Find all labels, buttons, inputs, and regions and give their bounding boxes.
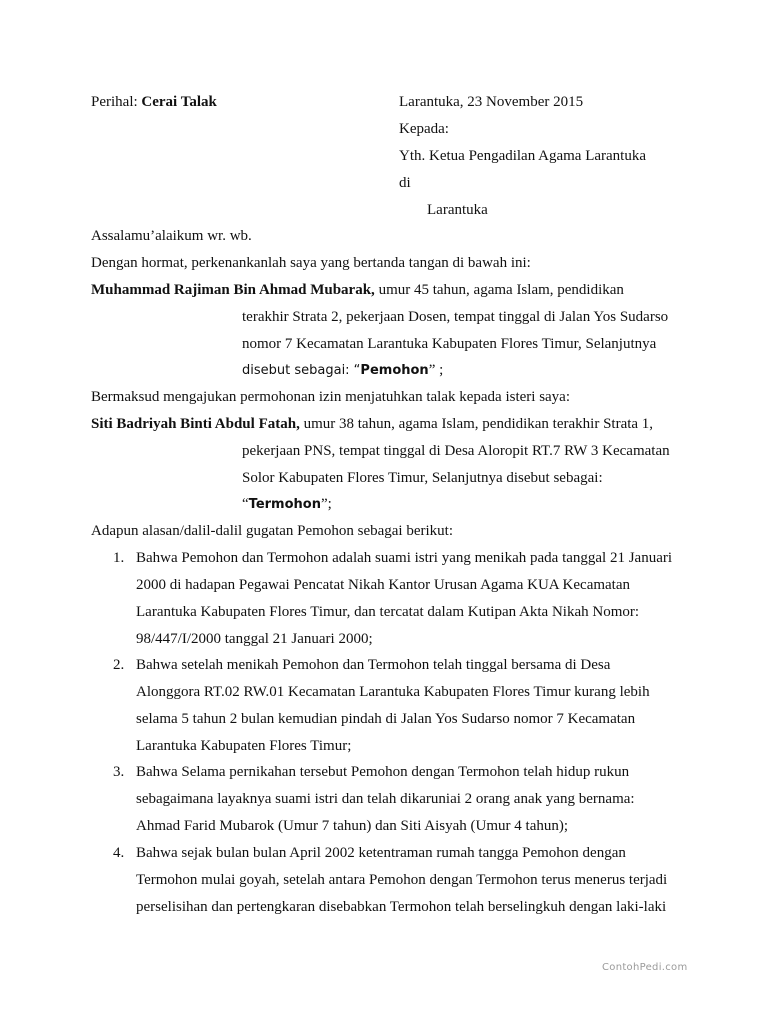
reason-4-line: Termohon mulai goyah, setelah antara Pemohon dengan Termohon terus menerus terjadi	[136, 872, 668, 888]
reason-number: 3.	[113, 764, 125, 780]
pemohon-line-3: nomor 7 Kecamatan Larantuka Kabupaten Flores Timur, Selanjutnya	[242, 336, 657, 352]
reason-number: 4.	[113, 845, 125, 861]
recipient-di: di	[399, 175, 411, 191]
reason-number: 1.	[113, 550, 125, 566]
subject-label: Perihal:	[91, 94, 142, 110]
reason-1-line: Bahwa Pemohon dan Termohon adalah suami istri yang menikah pada tanggal 21 Januari	[136, 550, 673, 566]
termohon-line-1: Siti Badriyah Binti Abdul Fatah, umur 38 tahun, agama Islam, pendidikan terakhir Strata 1,	[91, 416, 654, 432]
greeting: Assalamu’alaikum wr. wb.	[91, 228, 252, 244]
pemohon-line-4: disebut sebagai: “Pemohon” ;	[242, 362, 444, 378]
reason-2-line: Alonggora RT.02 RW.01 Kecamatan Larantuka Kabupaten Flores Timur kurang lebih	[136, 684, 650, 700]
reason-2-line: Bahwa setelah menikah Pemohon dan Termohon telah tinggal bersama di Desa	[136, 657, 611, 673]
reason-3-line: Bahwa Selama pernikahan tersebut Pemohon dengan Termohon telah hidup rukun	[136, 764, 630, 780]
subject-line	[91, 93, 217, 111]
subject-value: Cerai Talak	[141, 94, 217, 110]
termohon-line-3: Solor Kabupaten Flores Timur, Selanjutnya disebut sebagai:	[242, 470, 603, 486]
recipient-city: Larantuka	[427, 202, 488, 218]
pemohon-designation: Pemohon	[360, 363, 429, 378]
reasons-intro: Adapun alasan/dalil-dalil gugatan Pemohon sebagai berikut:	[91, 523, 453, 539]
reason-2-line: Larantuka Kabupaten Flores Timur;	[136, 738, 352, 754]
pemohon-line-2: terakhir Strata 2, pekerjaan Dosen, tempat tinggal di Jalan Yos Sudarso	[242, 309, 669, 325]
reason-number: 2.	[113, 657, 125, 673]
reason-4-line: perselisihan dan pertengkaran disebabkan Termohon telah berselingkuh dengan laki-laki	[136, 899, 667, 915]
recipient-label: Kepada:	[399, 121, 449, 137]
termohon-line-2: pekerjaan PNS, tempat tinggal di Desa Aloropit RT.7 RW 3 Kecamatan	[242, 443, 670, 459]
reason-3-line: sebagaimana layaknya suami istri dan telah dikaruniai 2 orang anak yang bernama:	[136, 791, 635, 807]
termohon-designation: Termohon	[248, 497, 321, 512]
reason-1-line: 98/447/I/2000 tanggal 21 Januari 2000;	[136, 631, 373, 647]
recipient-name: Yth. Ketua Pengadilan Agama Larantuka	[399, 148, 647, 164]
pemohon-line-1: Muhammad Rajiman Bin Ahmad Mubarak, umur 45 tahun, agama Islam, pendidikan	[91, 282, 624, 298]
opening-statement: Dengan hormat, perkenankanlah saya yang bertanda tangan di bawah ini:	[91, 255, 531, 271]
intent-statement: Bermaksud mengajukan permohonan izin menjatuhkan talak kepada isteri saya:	[91, 389, 571, 405]
reason-3-line: Ahmad Farid Mubarok (Umur 7 tahun) dan Siti Aisyah (Umur 4 tahun);	[136, 818, 569, 834]
reason-4-line: Bahwa sejak bulan bulan April 2002 ketentraman rumah tangga Pemohon dengan	[136, 845, 626, 861]
termohon-name: Siti Badriyah Binti Abdul Fatah,	[91, 416, 300, 432]
watermark: ContohPedi.com	[602, 962, 688, 973]
place-date: Larantuka, 23 November 2015	[399, 94, 584, 110]
reason-2-line: selama 5 tahun 2 bulan kemudian pindah di Jalan Yos Sudarso nomor 7 Kecamatan	[136, 711, 636, 727]
reason-1-line: Larantuka Kabupaten Flores Timur, dan tercatat dalam Kutipan Akta Nikah Nomor:	[136, 604, 640, 620]
termohon-line-4: “Termohon”;	[242, 496, 332, 512]
pemohon-name: Muhammad Rajiman Bin Ahmad Mubarak,	[91, 282, 375, 298]
reason-1-line: 2000 di hadapan Pegawai Pencatat Nikah Kantor Urusan Agama KUA Kecamatan	[136, 577, 631, 593]
